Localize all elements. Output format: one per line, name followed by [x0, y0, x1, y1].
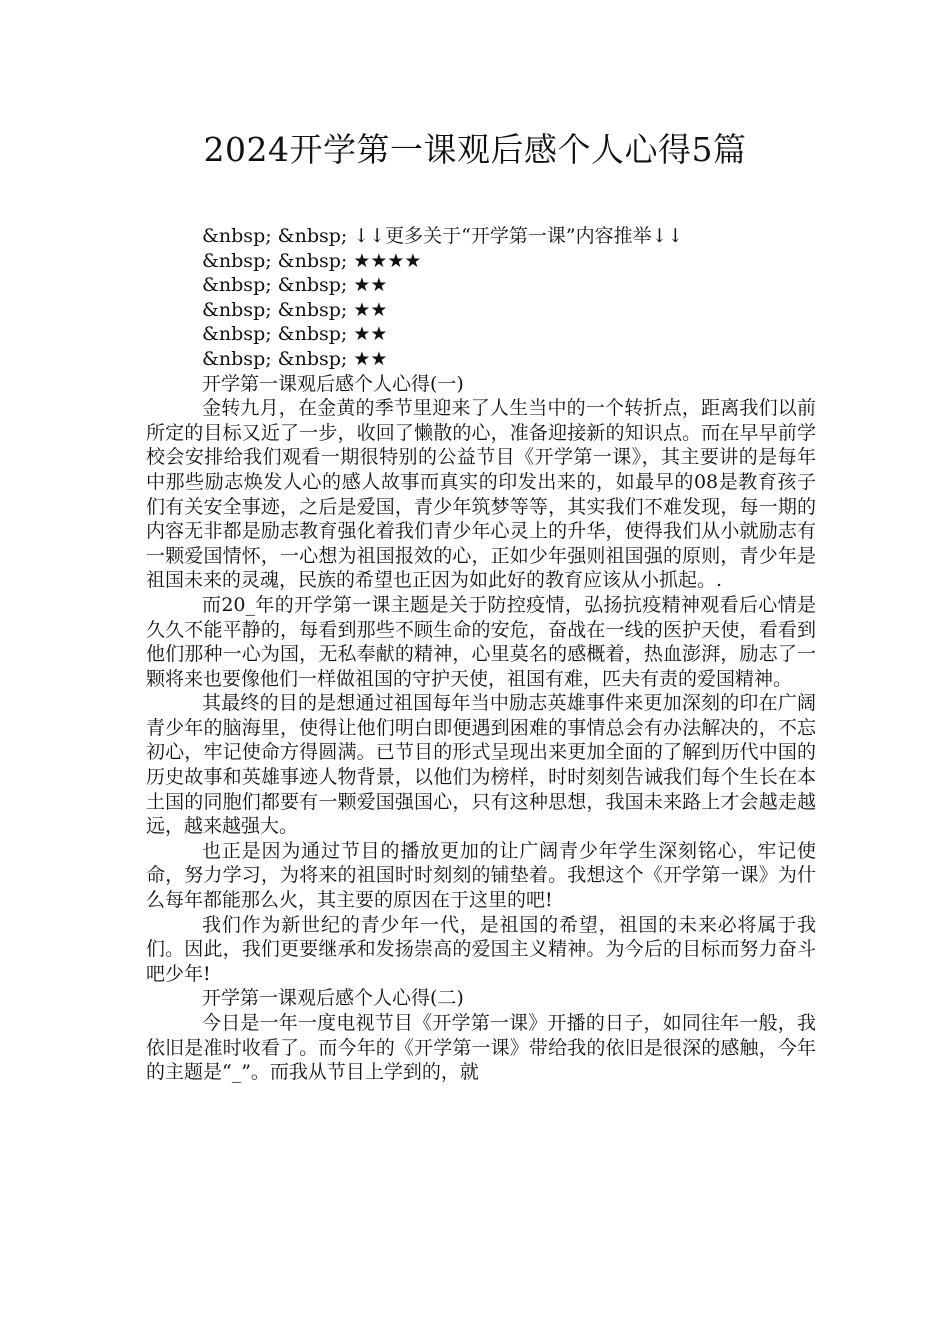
paragraph: 其最终的目的是想通过祖国每年当中励志英雄事件来更加深刻的印在广阔青少年的脑海里，使得让他们明白即便遇到困难的事情总会有办法解决的，不忘初心，牢记使命方得圆满。已节目的形式呈现出来更加全面的了解到历代中国的历史故事和英雄事迹人物背景，以他们为榜样，时时刻刻告诫我们每个生长在本土国的同胞们都要有一颗爱国强国心，只有这种思想，我国未来路上才会越走越远，越来越强大。	[146, 692, 816, 838]
document-title: 2024开学第一课观后感个人心得5篇	[203, 130, 747, 169]
recommend-line: &nbsp; &nbsp; ★★	[202, 347, 388, 370]
document-body	[146, 224, 816, 1085]
paragraph: 也正是因为通过节目的播放更加的让广阔青少年学生深刻铭心，牢记使命，努力学习，为将来的祖国时时刻刻的铺垫着。我想这个《开学第一课》为什么每年都能那么火，其主要的原因在于这里的吧!	[146, 839, 816, 912]
recommend-line: &nbsp; &nbsp; ★★	[202, 274, 388, 297]
recommend-line: &nbsp; &nbsp; ★★	[202, 298, 388, 321]
recommend-line: &nbsp; &nbsp; ★★★★	[202, 249, 422, 272]
paragraph: 今日是一年一度电视节目《开学第一课》开播的日子，如同往年一般，我依旧是准时收看了。而今年的《开学第一课》带给我的依旧是很深的感触，今年的主题是“_”。而我从节目上学到的，就	[146, 1012, 816, 1084]
recommend-line: &nbsp; &nbsp; ★★	[202, 323, 388, 346]
section-heading: 开学第一课观后感个人心得(二)	[202, 987, 464, 1010]
paragraph: 而20_年的开学第一课主题是关于防控疫情，弘扬抗疫精神观看后心情是久久不能平静的，每看到那些不顾生命的安危，奋战在一线的医护天使，看看到他们那种一心为国，无私奉献的精神，心里莫名的感概着，热血澎湃，励志了一颗将来也要像他们一样做祖国的守护天使，祖国有难，匹夫有责的爱国精神。	[146, 593, 816, 690]
paragraph: 金转九月，在金黄的季节里迎来了人生当中的一个转折点，距离我们以前所定的目标又近了一步，收回了懒散的心，准备迎接新的知识点。而在早早前学校会安排给我们观看一期很特别的公益节目《开学第一课》，其主要讲的是每年中那些励志焕发人心的感人故事而真实的印发出来的，如最早的08是教育孩子们有关安全事迹，之后是爱国，青少年筑梦等等，其实我们不难发现，每一期的内容无非都是励志教育强化着我们青少年心灵上的升华，使得我们从小就励志有一颗爱国情怀，一心想为祖国报效的心，正如少年强则祖国强的原则，青少年是祖国未来的灵魂，民族的希望也正因为如此好的教育应该从小抓起。.	[146, 397, 816, 592]
paragraph: 我们作为新世纪的青少年一代，是祖国的希望，祖国的未来必将属于我们。因此，我们更要继承和发扬崇高的爱国主义精神。为今后的目标而努力奋斗吧少年!	[146, 913, 816, 985]
section-heading: 开学第一课观后感个人心得(一)	[202, 372, 464, 395]
recommend-line: &nbsp; &nbsp; ↓↓更多关于“开学第一课”内容推举↓↓	[202, 225, 684, 247]
